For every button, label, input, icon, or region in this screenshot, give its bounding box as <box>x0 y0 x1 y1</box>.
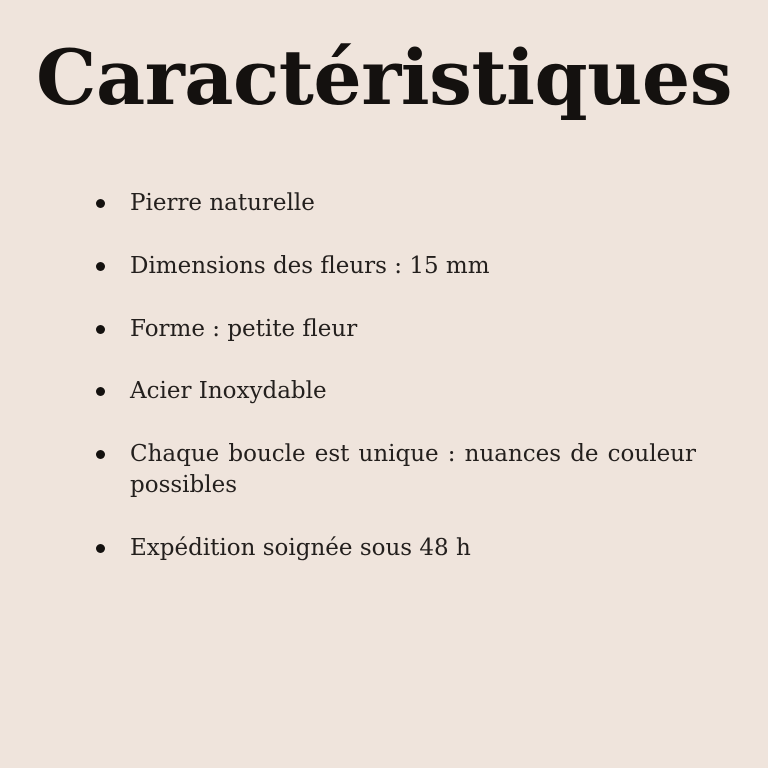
list-item-label: Pierre naturelle <box>130 190 315 216</box>
list-item <box>92 533 696 564</box>
list-item-label: Dimensions des fleurs : 15 mm <box>130 252 490 279</box>
list-item <box>92 439 696 501</box>
list-item-label: Acier Inoxydable <box>130 378 327 405</box>
bullet-icon <box>96 387 105 396</box>
list-item <box>92 376 696 407</box>
list-item-label: Chaque boucle est unique : nuances de couleur possibles <box>130 441 696 499</box>
bullet-icon <box>96 325 105 334</box>
bullet-icon <box>96 262 105 271</box>
list-item <box>92 251 696 282</box>
list-item-label: Forme : petite fleur <box>130 315 358 342</box>
features-list <box>0 188 768 596</box>
page-title: Caractéristiques <box>36 33 732 122</box>
list-item-label: Expédition soignée sous 48 h <box>130 534 471 561</box>
bullet-icon <box>96 450 105 459</box>
list-item <box>92 188 696 219</box>
bullet-icon <box>96 544 105 553</box>
list-item <box>92 314 696 345</box>
bullet-icon <box>96 199 105 208</box>
